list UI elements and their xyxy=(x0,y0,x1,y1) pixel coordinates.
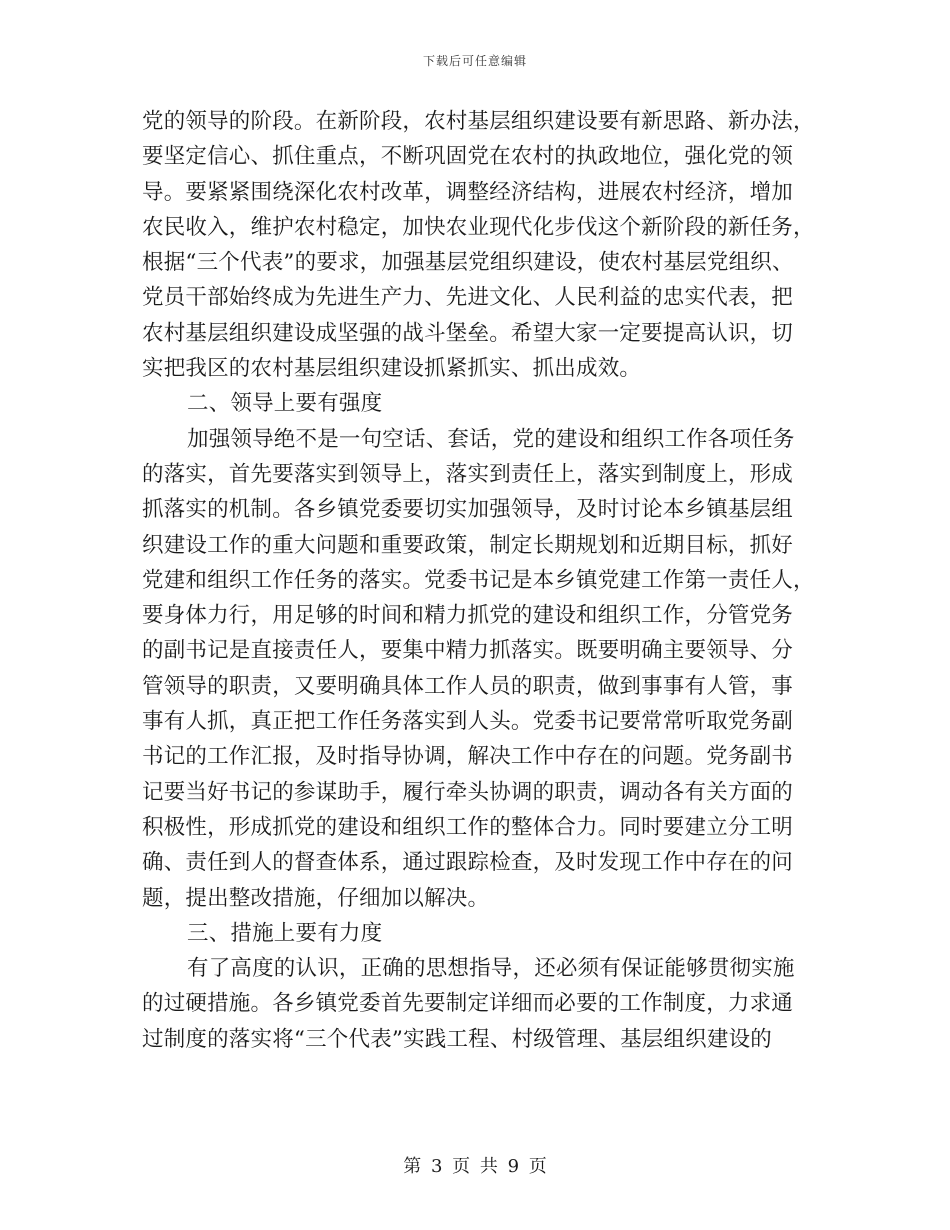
text-line: 根据“三个代表”的要求，加强基层党组织建设，使农村基层党组织、 xyxy=(142,250,794,276)
text-line: 的副书记是直接责任人，要集中精力抓落实。既要明确主要领导、分 xyxy=(142,638,794,664)
text-line: 党的领导的阶段。在新阶段，农村基层组织建设要有新思路、新办法， xyxy=(142,109,815,134)
text-line: 要坚定信心、抓住重点，不断巩固党在农村的执政地位，强化党的领 xyxy=(142,144,794,170)
text-line: 书记的工作汇报，及时指导协调，解决工作中存在的问题。党务副书 xyxy=(142,744,794,770)
text-line: 导。要紧紧围绕深化农村改革，调整经济结构，进展农村经济，增加 xyxy=(142,179,794,205)
text-line: 农民收入，维护农村稳定，加快农业现代化步伐这个新阶段的新任务， xyxy=(142,214,815,240)
text-line: 党员干部始终成为先进生产力、先进文化、人民利益的忠实代表，把 xyxy=(142,285,794,311)
text-line: 有了高度的认识，正确的思想指导，还必须有保证能够贯彻实施 xyxy=(187,956,795,982)
text-line: 确、责任到人的督查体系，通过跟踪检查，及时发现工作中存在的问 xyxy=(142,850,794,876)
text-line: 加强领导绝不是一句空话、套话，党的建设和组织工作各项任务 xyxy=(187,426,795,452)
text-line: 的落实，首先要落实到领导上，落实到责任上，落实到制度上，形成 xyxy=(142,461,794,487)
text-line: 管领导的职责，又要明确具体工作人员的职责，做到事事有人管，事 xyxy=(142,673,794,699)
text-line: 的过硬措施。各乡镇党委首先要制定详细而必要的工作制度，力求通 xyxy=(142,991,794,1017)
page-footer: 第 3 页 共 9 页 xyxy=(403,1156,547,1177)
document-body xyxy=(142,104,815,1057)
page-header: 下载后可任意编辑 xyxy=(422,54,527,68)
text-line: 抓落实的机制。各乡镇党委要切实加强领导，及时讨论本乡镇基层组 xyxy=(142,497,794,523)
text-line: 题，提出整改措施，仔细加以解决。 xyxy=(142,885,490,911)
text-line: 织建设工作的重大问题和重要政策，制定长期规划和近期目标，抓好 xyxy=(142,532,794,558)
text-line: 党建和组织工作任务的落实。党委书记是本乡镇党建工作第一责任人， xyxy=(142,567,815,593)
text-line: 要身体力行，用足够的时间和精力抓党的建设和组织工作，分管党务 xyxy=(142,603,794,629)
text-line: 过制度的落实将“三个代表”实践工程、村级管理、基层组织建设的 xyxy=(142,1026,772,1052)
text-line: 二、领导上要有强度 xyxy=(187,391,383,417)
text-line: 实把我区的农村基层组织建设抓紧抓实、抓出成效。 xyxy=(142,356,642,382)
text-line: 记要当好书记的参谋助手，履行牵头协调的职责，调动各有关方面的 xyxy=(142,779,794,805)
text-line: 事有人抓，真正把工作任务落实到人头。党委书记要常常听取党务副 xyxy=(142,709,794,735)
text-line: 积极性，形成抓党的建设和组织工作的整体合力。同时要建立分工明 xyxy=(142,814,794,840)
text-line: 三、措施上要有力度 xyxy=(187,920,383,946)
text-line: 农村基层组织建设成坚强的战斗堡垒。希望大家一定要提高认识，切 xyxy=(142,320,794,346)
